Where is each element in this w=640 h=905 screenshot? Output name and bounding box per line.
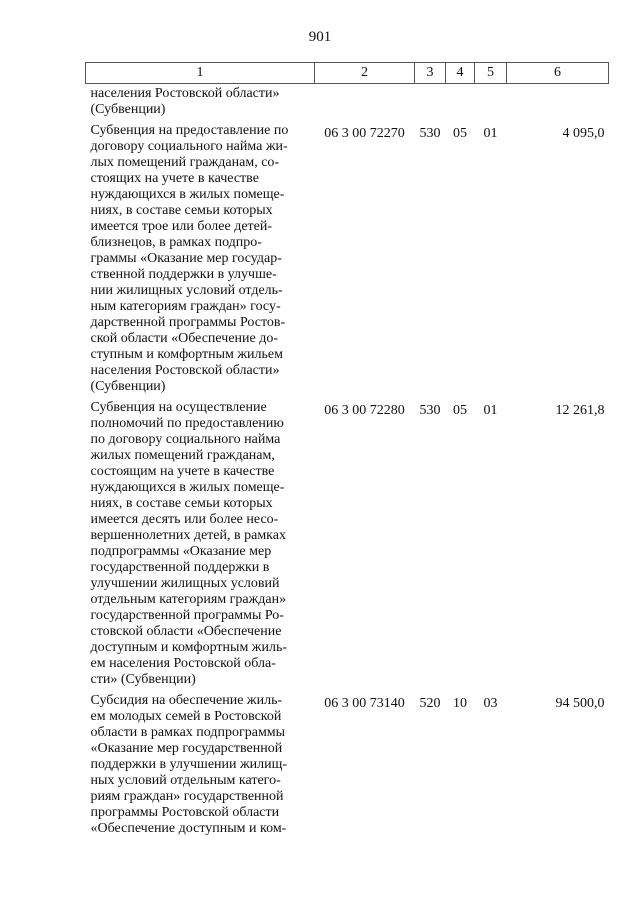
table-row (86, 123, 609, 395)
row-amount: 4 095,0 (562, 126, 605, 141)
row-subsection: 01 (483, 126, 498, 141)
row-section (446, 84, 475, 119)
header-col-5: 5 (475, 63, 507, 84)
row-expense-type: 520 (419, 696, 441, 711)
row-amount: 12 261,8 (555, 403, 605, 418)
header-col-4: 4 (446, 63, 475, 84)
header-col-2: 2 (315, 63, 415, 84)
header-col-1: 1 (86, 63, 315, 84)
row-subsection: 01 (483, 403, 498, 418)
row-section: 05 (453, 126, 467, 141)
page-number: 901 (308, 29, 332, 45)
row-description: Субсидия на обеспечение жиль- ем молодых семей в Ростовской области в рамках подпрограммы «Оказание мер государственной поддержки в улучшении жилищ- ных условий отдельным катего- риям граждан» государственной программы Ростовской области «Обеспечение доступным и ком- (90, 693, 288, 836)
row-section: 05 (453, 403, 467, 418)
row-description: Субвенция на осуществление полномочий по предоставлению по договору социального найма жилых помещений гражданам, состоящим на учете в качестве нуждающихся в жилых помеще- ниях, в составе семьи которых имеется десять или более несо- вершеннолетних детей, в рамках подпрограммы «Оказание мер государственной поддержки в улучшении жилищных условий отдельным категориям граждан» государственной программы Ро- стовской области «Обеспечение доступным и комфортным жиль- ем населения Ростовской обла- сти» (Субвенции) (90, 400, 288, 687)
row-description: населения Ростовской области» (Субвенции) (90, 86, 280, 117)
row-target-code: 06 3 00 73140 (324, 696, 405, 711)
row-target-code: 06 3 00 72270 (324, 126, 405, 141)
budget-table (85, 62, 609, 837)
row-target-code (315, 84, 415, 119)
row-expense-type: 530 (419, 126, 441, 141)
row-section: 10 (453, 696, 467, 711)
table-row (86, 400, 609, 688)
header-col-3: 3 (415, 63, 446, 84)
header-col-6: 6 (507, 63, 609, 84)
row-target-code: 06 3 00 72280 (324, 403, 405, 418)
row-expense-type: 530 (419, 403, 441, 418)
table-row (86, 693, 609, 837)
row-expense-type (415, 84, 446, 119)
row-description: Субвенция на предоставление по договору социального найма жи- лых помещений гражданам, со- стоящих на учете в качестве нуждающихся в жилых помеще- ниях, в составе семьи которых имеется трое или более детей- близнецов, в рамках подпро- граммы «Оказание мер государ- ственной поддержки в улучше- нии жилищных условий отдель- ным категориям граждан» госу- дарственной программы Ростов- ской области «Обеспечение до- ступным и комфортным жильем населения Ростовской области» (Субвенции) (90, 123, 289, 394)
row-subsection (475, 84, 507, 119)
table-row (86, 84, 609, 119)
row-subsection: 03 (483, 696, 498, 711)
row-amount: 94 500,0 (555, 696, 605, 711)
row-amount (507, 84, 609, 119)
table-header-row (86, 63, 609, 84)
